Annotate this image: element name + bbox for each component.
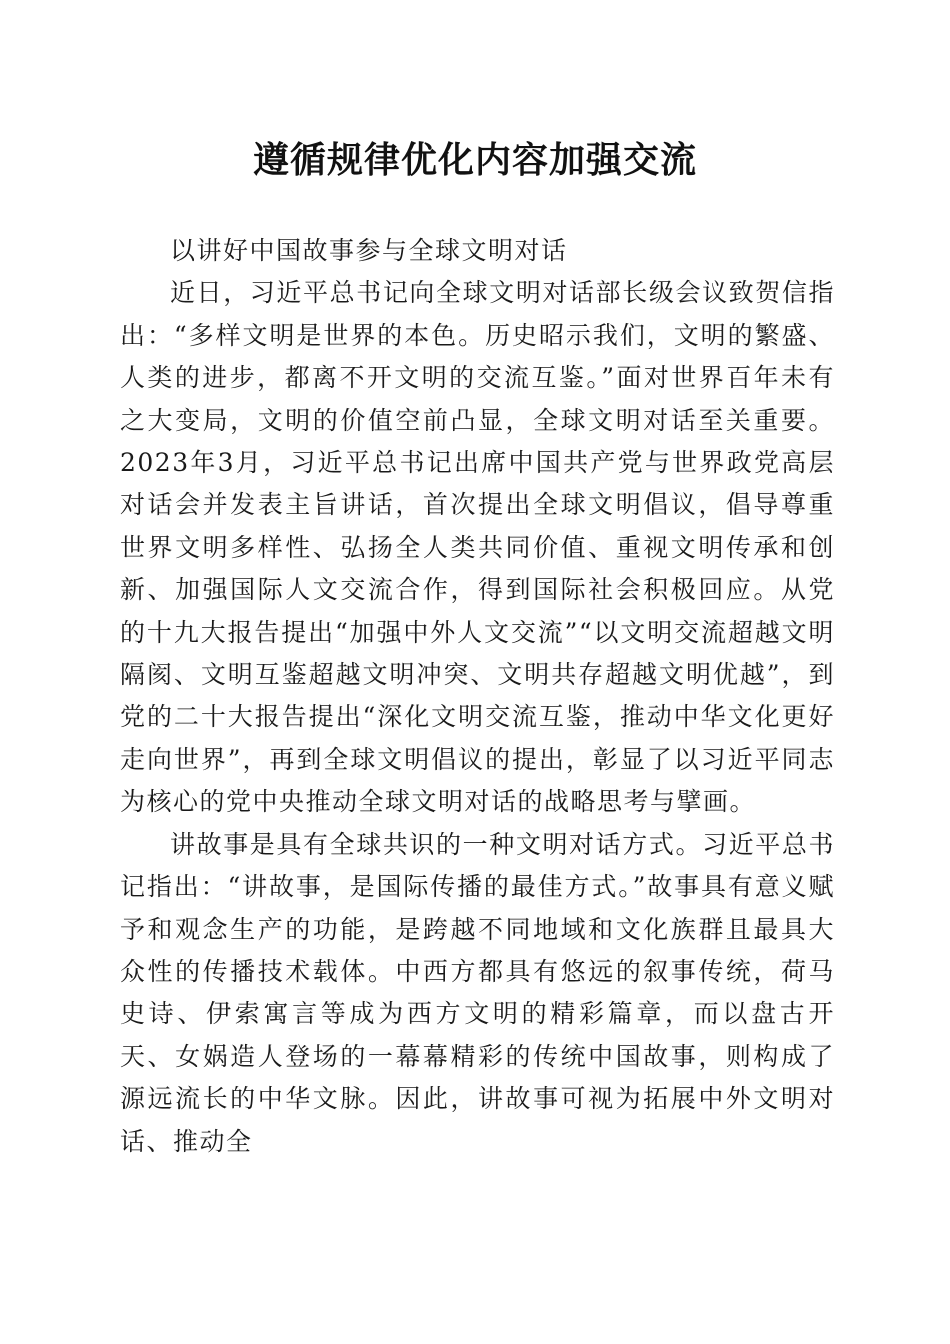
document-title: 遵循规律优化内容加强交流 (252, 139, 697, 181)
body-paragraph: 近日，习近平总书记向全球文明对话部长级会议致贺信指出：“多样文明是世界的本色。历史昭示我们，文明的繁盛、人类的进步，都离不开文明的交流互鉴。”面对世界百年未有之大变局，文明的价值空前凸显，全球文明对话至关重要。2023年3月，习近平总书记出席中国共产党与世界政党高层对话会并发表主旨讲话，首次提出全球文明倡议，倡导尊重世界文明多样性、弘扬全人类共同价值、重视文明传承和创新、加强国际人文交流合作，得到国际社会积极回应。从党的十九大报告提出“加强中外人文交流”“以文明交流超越文明隔阂、文明互鉴超越文明冲突、文明共存超越文明优越”，到党的二十大报告提出“深化文明交流互鉴，推动中华文化更好走向世界”，再到全球文明倡议的提出，彰显了以习近平同志为核心的党中央推动全球文明对话的战略思考与擘画。 (120, 278, 835, 817)
document-body (120, 230, 835, 1163)
subtitle-paragraph: 以讲好中国故事参与全球文明对话 (170, 236, 568, 265)
body-paragraph: 讲故事是具有全球共识的一种文明对话方式。习近平总书记指出：“讲故事，是国际传播的最佳方式。”故事具有意义赋予和观念生产的功能，是跨越不同地域和文化族群且最具大众性的传播技术载体。中西方都具有悠远的叙事传统，荷马史诗、伊索寓言等成为西方文明的精彩篇章，而以盘古开天、女娲造人登场的一幕幕精彩的传统中国故事，则构成了源远流长的中华文脉。因此，讲故事可视为拓展中外文明对话、推动全 (120, 829, 835, 1156)
